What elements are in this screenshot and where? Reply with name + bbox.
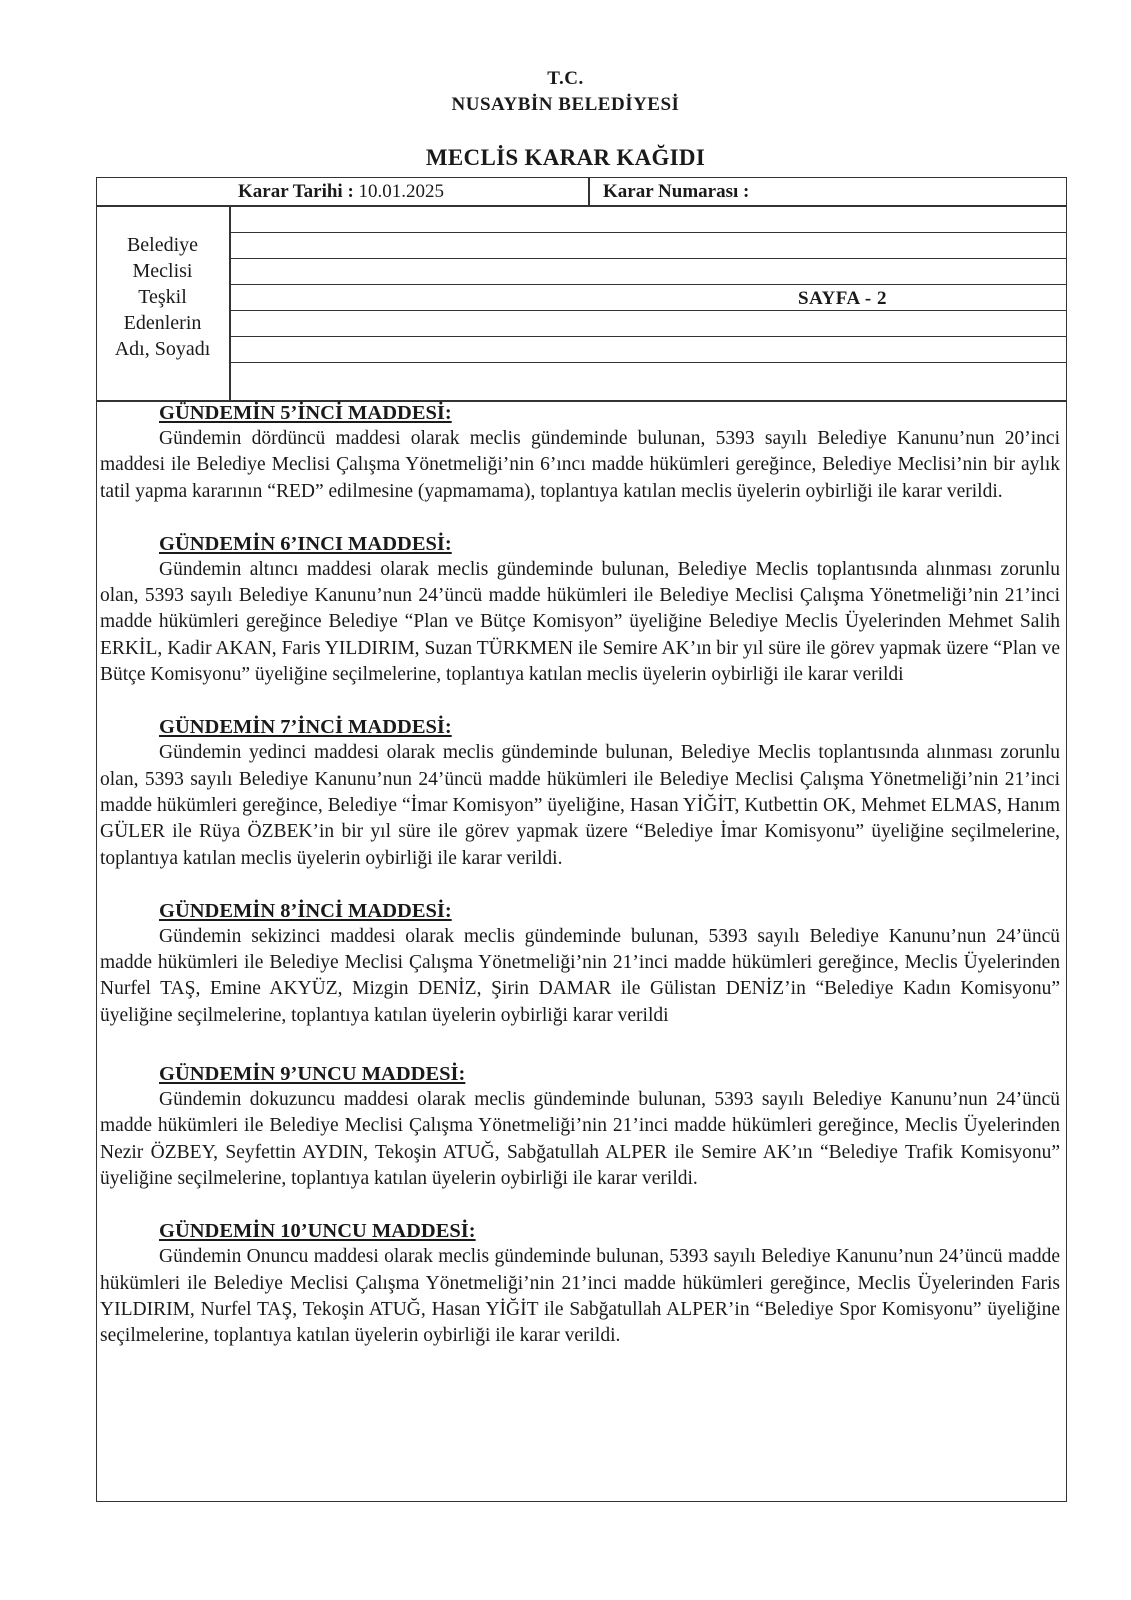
page-number: SAYFA - 2 bbox=[798, 288, 887, 309]
members-label-line: Edenlerin bbox=[123, 312, 202, 334]
member-line bbox=[229, 336, 1067, 337]
member-line bbox=[229, 310, 1067, 311]
form-column-divider bbox=[588, 177, 590, 205]
agenda-item-text: Gündemin dördüncü maddesi olarak meclis gündeminde bulunan, 5393 sayılı Belediye Kanunu’nun 20’inci maddesi ile Belediye Meclisi Çalışma Yönetmeliği’nin 6’ıncı madde hükümleri gereğince, Belediye Meclisi’nin bir aylık tatil yapma kararının “RED” edilmesine (yapmamama), toplantıya katılan meclis üyelerin oybirliği ile karar verildi. bbox=[100, 428, 1060, 502]
karar-tarihi-label: Karar Tarihi : bbox=[238, 181, 354, 202]
agenda-item-5 bbox=[100, 400, 1060, 505]
agenda-item-title: GÜNDEMİN 10’UNCU MADDESİ: bbox=[159, 1220, 476, 1243]
agenda-item-8 bbox=[100, 898, 1060, 1029]
agenda-item-text: Gündemin sekizinci maddesi olarak meclis gündeminde bulunan, 5393 sayılı Belediye Kanunu’nun 24’üncü madde hükümleri ile Belediye Meclisi Çalışma Yönetmeliği’nin 21’inci madde hükümleri gereğince, Meclis Üyelerinden Nurfel TAŞ, Emine AKYÜZ, Mizgin DENİZ, Şirin DAMAR ile Gülistan DENİZ’in “Belediye Kadın Komisyonu” üyeliğine seçilmelerine, toplantıya katılan üyelerin oybirliği karar verildi bbox=[100, 925, 1060, 1026]
agenda-item-6 bbox=[100, 531, 1060, 688]
agenda-item-text: Gündemin altıncı maddesi olarak meclis gündeminde bulunan, Belediye Meclis toplantısında alınması zorunlu olan, 5393 sayılı Belediye Kanunu’nun 24’üncü madde hükümleri ile Belediye Meclisi Çalışma Yönetmeliği’nin 21’inci madde hükümleri gereğince Belediye “Plan ve Bütçe Komisyon” üyeliğine Belediye Meclis Üyelerinden Mehmet Salih ERKİL, Kadir AKAN, Faris YILDIRIM, Suzan TÜRKMEN ile Semire AK’ın bir yıl süre ile görev yapmak üzere “Plan ve Bütçe Komisyonu” üyeliğine seçilmelerine, toplantıya katılan meclis üyelerin oybirliği ile karar verildi bbox=[100, 558, 1060, 686]
members-label-line: Adı, Soyadı bbox=[114, 338, 211, 360]
member-line bbox=[229, 284, 1067, 285]
members-column-divider bbox=[229, 205, 231, 400]
members-label-line: Teşkil bbox=[138, 286, 187, 308]
karar-tarihi-value: 10.01.2025 bbox=[358, 181, 445, 202]
members-label bbox=[96, 205, 229, 362]
member-line bbox=[229, 362, 1067, 363]
document-title: MECLİS KARAR KAĞIDI bbox=[425, 145, 706, 170]
agenda-item-text: Gündemin yedinci maddesi olarak meclis gündeminde bulunan, Belediye Meclis toplantısında alınması zorunlu olan, 5393 sayılı Belediye Kanunu’nun 24’üncü madde hükümleri ile Belediye Meclisi Çalışma Yönetmeliği’nin 21’inci madde hükümleri gereğince, Belediye “İmar Komisyon” üyeliğine, Hasan YİĞİT, Kutbettin OK, Mehmet ELMAS, Hanım GÜLER ile Rüya ÖZBEK’in bir yıl süre ile görev yapmak üzere “Belediye İmar Komisyonu” üyeliğine seçilmelerine, toplantıya katılan meclis üyelerin oybirliği ile karar verildi. bbox=[100, 742, 1060, 869]
member-line bbox=[229, 258, 1067, 259]
agenda-item-title: GÜNDEMİN 8’İNCİ MADDESİ: bbox=[159, 899, 452, 922]
form-row-divider bbox=[96, 205, 1067, 207]
karar-tarihi bbox=[238, 181, 444, 203]
member-line bbox=[229, 232, 1067, 233]
header-tc: T.C. bbox=[547, 68, 584, 89]
decision-body bbox=[100, 400, 1060, 1349]
karar-numarasi bbox=[603, 181, 749, 203]
agenda-item-title: GÜNDEMİN 7’İNCİ MADDESİ: bbox=[159, 716, 452, 739]
agenda-item-title: GÜNDEMİN 5’İNCİ MADDESİ: bbox=[159, 402, 452, 424]
agenda-item-9 bbox=[100, 1061, 1060, 1192]
members-label-line: Belediye bbox=[126, 234, 199, 256]
agenda-item-7 bbox=[100, 714, 1060, 871]
karar-numarasi-label: Karar Numarası : bbox=[603, 181, 750, 202]
agenda-item-text: Gündemin dokuzuncu maddesi olarak meclis gündeminde bulunan, 5393 sayılı Belediye Kanunu’nun 24’üncü madde hükümleri ile Belediye Meclisi Çalışma Yönetmeliği’nin 21’inci madde hükümleri gereğince, Meclis Üyelerinden Nezir ÖZBEY, Seyfettin AYDIN, Tekoşin ATUĞ, Sabğatullah ALPER ile Semire AK’ın “Belediye Trafik Komisyonu” üyeliğine seçilmelerine, toplantıya katılan üyelerin oybirliği ile karar verildi. bbox=[100, 1089, 1060, 1189]
header-municipality: NUSAYBİN BELEDİYESİ bbox=[451, 94, 680, 115]
members-label-line: Meclisi bbox=[132, 260, 193, 282]
agenda-item-10 bbox=[100, 1218, 1060, 1349]
agenda-item-title: GÜNDEMİN 9’UNCU MADDESİ: bbox=[159, 1063, 466, 1086]
agenda-item-text: Gündemin Onuncu maddesi olarak meclis gündeminde bulunan, 5393 sayılı Belediye Kanunu’nun 24’üncü madde hükümleri ile Belediye Meclisi Çalışma Yönetmeliği’nin 21’inci madde hükümleri gereğince, Meclis Üyelerinden Faris YILDIRIM, Nurfel TAŞ, Tekoşin ATUĞ, Hasan YİĞİT ile Sabğatullah ALPER’in “Belediye Spor Komisyonu” üyeliğine seçilmelerine, toplantıya katılan üyelerin oybirliği ile karar verildi. bbox=[100, 1246, 1060, 1347]
agenda-item-title: GÜNDEMİN 6’INCI MADDESİ: bbox=[159, 532, 452, 555]
